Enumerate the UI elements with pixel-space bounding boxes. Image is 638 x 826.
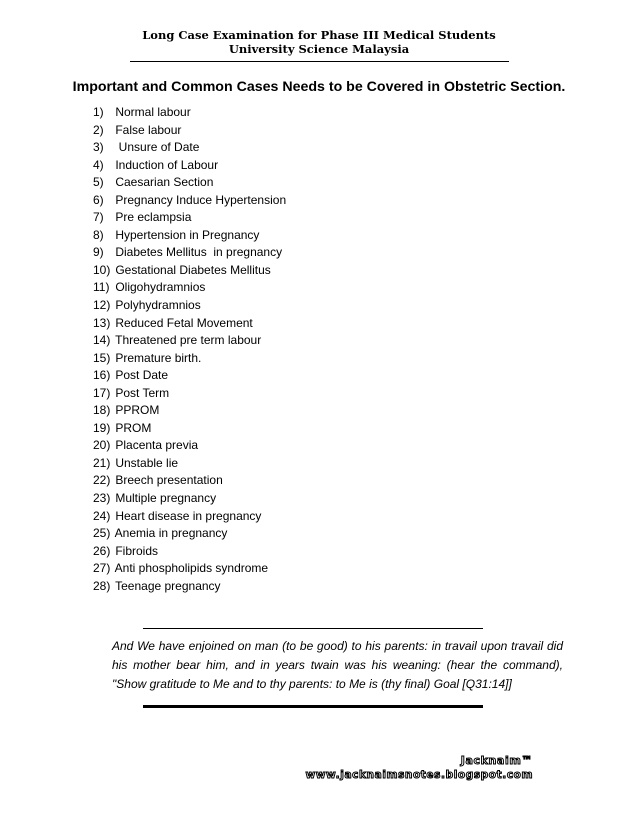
list-item-number: 6) (93, 192, 104, 207)
header-divider (130, 61, 509, 62)
list-item-text: Teenage pregnancy (115, 578, 221, 593)
list-item-text: Reduced Fetal Movement (115, 315, 253, 330)
list-item-text: Heart disease in pregnancy (115, 508, 262, 523)
list-item-number: 1) (93, 105, 104, 119)
list-item-number: 8) (93, 227, 104, 242)
list-item (93, 279, 286, 297)
list-item-text: Hypertension in Pregnancy (115, 227, 260, 242)
list-item-number: 9) (93, 245, 104, 260)
list-item (93, 227, 286, 245)
list-item (93, 455, 286, 473)
list-item (93, 332, 286, 350)
list-item-text: Placenta previa (115, 438, 199, 453)
list-item-text: Polyhydramnios (115, 298, 201, 313)
list-item-number: 11) (93, 280, 110, 295)
list-item-text: Post Term (115, 385, 170, 400)
list-item-text: Oligohydramnios (115, 280, 206, 295)
list-item (93, 122, 286, 140)
list-item-text: Fibroids (115, 543, 159, 558)
list-item-text: Pregnancy Induce Hypertension (115, 192, 287, 207)
list-item-text: Threatened pre term labour (115, 333, 262, 348)
list-item-number: 25) (93, 526, 111, 541)
list-item-number: 20) (93, 438, 111, 453)
case-list (93, 104, 286, 595)
list-item-number: 15) (93, 350, 111, 365)
footer-brand: Jacknaim™ (460, 754, 533, 767)
list-item-number: 24) (93, 508, 111, 523)
list-item (93, 139, 286, 157)
list-item-text: Induction of Labour (115, 157, 219, 172)
list-item (93, 543, 286, 561)
list-item (93, 209, 286, 227)
list-item-number: 23) (93, 491, 111, 506)
list-item (93, 174, 286, 192)
list-item-text: Unsure of Date (115, 140, 200, 155)
list-item-text: Post Date (115, 368, 169, 383)
list-item (93, 297, 286, 315)
list-item (93, 315, 286, 333)
list-item (93, 525, 286, 543)
list-item-text: Diabetes Mellitus in pregnancy (115, 245, 283, 260)
list-item-number: 17) (93, 385, 111, 400)
footer-url[interactable]: www.jacknaimsnotes.blogspot.com (305, 769, 533, 781)
verse-top-divider (143, 628, 483, 629)
header-line-2: University Science Malaysia (228, 42, 410, 56)
list-item-number: 5) (93, 175, 104, 190)
list-item-number: 14) (93, 333, 111, 348)
list-item-text: Premature birth. (115, 350, 202, 365)
list-item-number: 7) (93, 210, 104, 225)
header-line-1: Long Case Examination for Phase III Medical Students (142, 28, 496, 42)
list-item (93, 472, 286, 490)
quote-verse: And We have enjoined on man (to be good) to his parents: in travail upon travail did his mother bear him, and in years twain was his weaning: (hear the command), "Show gratitude to Me and to thy parents: to Me is (thy final) Goal [Q31:14]] (112, 639, 563, 691)
list-item (93, 192, 286, 210)
list-item-number: 4) (93, 157, 104, 172)
list-item-text: Pre eclampsia (115, 210, 192, 225)
list-item-text: Anemia in pregnancy (114, 526, 228, 541)
list-item-number: 22) (93, 473, 111, 488)
list-item-text: Breech presentation (115, 473, 223, 488)
list-item (93, 490, 286, 508)
list-item-number: 3) (93, 140, 104, 155)
list-item-number: 2) (93, 122, 104, 137)
list-item-text: PPROM (115, 403, 160, 418)
list-item (93, 402, 286, 420)
list-item-number: 10) (93, 262, 111, 277)
list-item-number: 16) (93, 368, 111, 383)
list-item (93, 508, 286, 526)
list-item (93, 578, 286, 596)
list-item-number: 18) (93, 403, 111, 418)
list-item (93, 367, 286, 385)
list-item-number: 19) (93, 420, 111, 435)
list-item (93, 244, 286, 262)
list-item (93, 262, 286, 280)
list-item (93, 385, 286, 403)
list-item-text: PROM (115, 420, 152, 435)
list-item-number: 27) (93, 561, 111, 576)
list-item-number: 28) (93, 578, 111, 593)
list-item-text: Caesarian Section (115, 175, 214, 190)
list-item-number: 13) (93, 315, 111, 330)
list-item-number: 26) (93, 543, 111, 558)
list-item (93, 437, 286, 455)
list-item (93, 157, 286, 175)
list-item-text: False labour (115, 122, 182, 137)
verse-bottom-divider (143, 705, 483, 708)
list-item-number: 21) (93, 455, 111, 470)
list-item (93, 420, 286, 438)
list-item (93, 104, 286, 122)
list-item-text: Unstable lie (115, 455, 179, 470)
list-item (93, 560, 286, 578)
list-item-text: Multiple pregnancy (115, 491, 217, 506)
document-header (0, 28, 638, 56)
list-item-number: 12) (93, 298, 111, 313)
page-title: Important and Common Cases Needs to be Covered in Obstetric Section. (72, 79, 566, 95)
list-item (93, 350, 286, 368)
list-item-text: Anti phospholipids syndrome (114, 561, 269, 576)
list-item-text: Gestational Diabetes Mellitus (115, 262, 271, 277)
list-item-text: Normal labour (115, 105, 191, 119)
